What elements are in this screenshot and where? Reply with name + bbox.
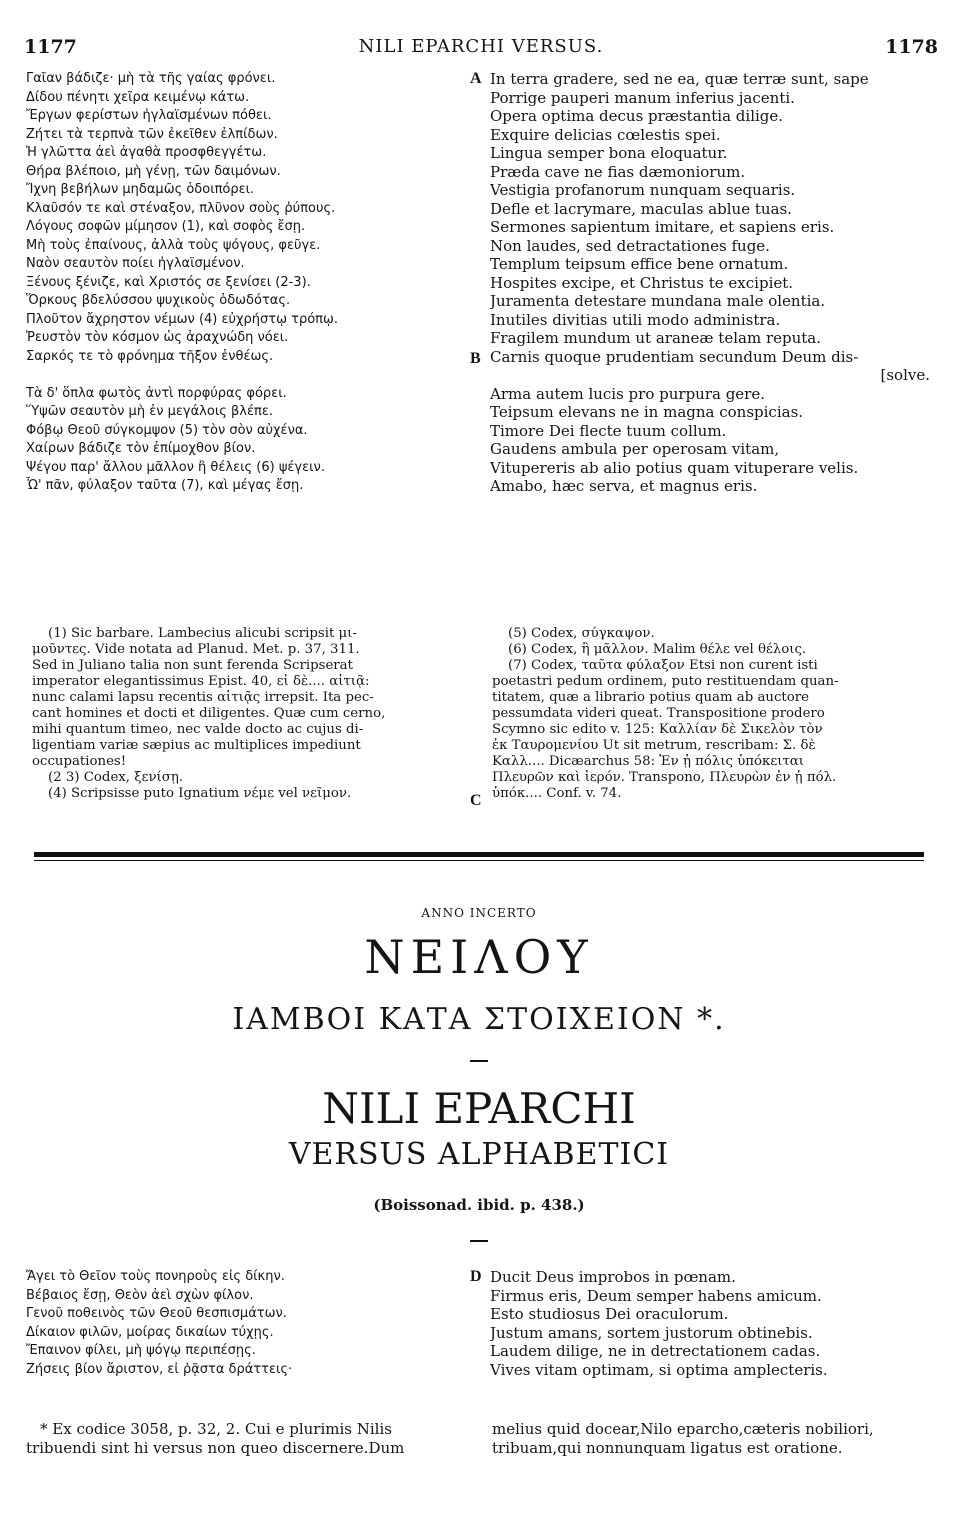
greek-verse-line: Ἡ γλῶττα ἀεὶ ἀγαθὰ προσφθεγγέτω. (26, 145, 267, 160)
note-line: Scymno sic edito v. 125: Καλλίαν δὲ Σικελὸν τὸν (492, 722, 823, 737)
latin-verse-line: Hospites excipe, et Christus te excipiet. (490, 273, 794, 292)
latin-verse-line: Ducit Deus improbos in pœnam. (490, 1268, 736, 1286)
latin-verse-line: Teipsum elevans ne in magna conspicias. (490, 403, 804, 421)
greek-verse-line: Σαρκός τε τὸ φρόνημα τῆξον ἐνθέως. (26, 348, 274, 364)
greek-verse-line: Βέβαιος ἔσῃ, Θεὸν ἀεὶ σχὼν φίλον. (26, 1287, 254, 1303)
margin-letter-c: C (470, 792, 482, 809)
footnotes-right (492, 626, 932, 802)
margin-letter-d: D (470, 1268, 482, 1285)
latin-verse-line: Esto studiosus Dei oraculorum. (490, 1305, 729, 1323)
margin-letter-b: B (470, 350, 481, 367)
latin-verse-line: Lingua semper bona eloquatur. (490, 144, 728, 162)
greek-verse-line: Μὴ τοὺς ἐπαίνους, ἀλλὰ τοὺς ψόγους, φεῦγε. (26, 237, 321, 253)
latin-verse-line: Vives vitam optimam, si optima amplecteris. (490, 1360, 828, 1379)
greek-verse-line: Ξένους ξένιζε, καὶ Χριστός σε ξενίσει (2-3). (26, 274, 311, 290)
greek-verse-line: Ψέγου παρ' ἄλλου μᾶλλον ἢ θέλεις (6) ψέγειν. (26, 459, 325, 475)
latin-verse-line: Opera optima decus præstantia dilige. (490, 107, 784, 125)
footnote-line: tribuam,qui nonnunquam ligatus est oratione. (492, 1439, 843, 1457)
latin-verse-line: Carnis quoque prudentiam secundum Deum dis- (490, 347, 859, 366)
note-line: titatem, quæ a librario potius quam ab auctore (492, 690, 809, 705)
asterisk-footnote-right (492, 1420, 932, 1458)
latin-verse-line: Firmus eris, Deum semper habens amicum. (490, 1286, 822, 1305)
latin-verse-line: Juramenta detestare mundana male olentia. (490, 292, 826, 310)
note-line: (2 3) Codex, ξενίσῃ. (48, 770, 184, 785)
note-line: Πλευρῶν καὶ ἱερόν. Transpono, Πλευρὼν ἐν ᾗ πόλ. (492, 770, 837, 785)
latin-verse-line: Inutiles divitias utili modo administra. (490, 310, 781, 329)
note-line: (1) Sic barbare. Lambecius alicubi scripsit μι- (48, 626, 357, 641)
latin-verse-line: Amabo, hæc serva, et magnus eris. (490, 477, 758, 495)
greek-subtitle: ΙΑΜΒΟΙ ΚΑΤΑ ΣΤΟΙΧΕΙΟΝ *. (232, 1002, 726, 1037)
greek-verse-line: Ζήτει τὰ τερπνὰ τῶν ἐκεῖθεν ἐλπίδων. (26, 126, 278, 142)
footnote-line: melius quid docear,Nilo eparcho,cæteris nobiliori, (492, 1420, 874, 1438)
latin-verse-line: Timore Dei flecte tuum collum. (490, 421, 727, 440)
greek-verse-line: Ῥευστὸν τὸν κόσμον ὡς ἀραχνώδη νόει. (26, 330, 289, 345)
greek-verse-line: Ἄγει τὸ Θεῖον τοὺς πονηροὺς εἰς δίκην. (26, 1269, 285, 1284)
greek-verse-line (26, 366, 466, 385)
latin-verse-line: Non laudes, sed detractationes fuge. (490, 236, 770, 255)
greek-verse-line: Δίκαιον φιλῶν, μοίρας δικαίων τύχῃς. (26, 1324, 274, 1340)
latin-verse-line: Templum teipsum effice bene ornatum. (490, 255, 789, 273)
title-dash-2 (470, 1240, 488, 1242)
page-number-left: 1177 (24, 36, 77, 58)
latin-verse-line: Justum amans, sortem justorum obtinebis. (490, 1323, 813, 1342)
latin-verse-line: Laudem dilige, ne in detrectationem cadas. (490, 1342, 821, 1360)
latin-verse-line: Sermones sapientum imitare, et sapiens eris. (490, 218, 835, 236)
footnote-line: tribuendi sint hi versus non queo discernere.Dum (26, 1439, 405, 1457)
greek-verse-line: Πλοῦτον ἄχρηστον νέμων (4) εὐχρήστῳ τρόπῳ. (26, 311, 338, 327)
greek-verse-line: Ὕψῶν σεαυτὸν μὴ ἐν μεγάλοις βλέπε. (26, 404, 273, 419)
greek-verse-line: Θήρα βλέποιο, μὴ γένῃ, τῶν δαιμόνων. (26, 163, 281, 179)
note-line: pessumdata videri queat. Transpositione prodero (492, 706, 825, 721)
latin-title: NILI EPARCHI (322, 1084, 636, 1133)
title-dash-1 (470, 1060, 488, 1062)
latin-verse-line: Præda cave ne fias dæmoniorum. (490, 162, 746, 181)
note-line: (4) Scripsisse puto Ignatium νέμε vel νεῖμον. (48, 786, 352, 801)
running-title: NILI EPARCHI VERSUS. (358, 36, 604, 57)
note-line: cant homines et docti et diligentes. Quæ cum cerno, (32, 706, 386, 721)
margin-letter-a: A (470, 70, 482, 87)
separator-rule-thin (34, 860, 924, 861)
note-line: nunc calami lapsu recentis αἰτιᾷς irrepsit. Ita pec- (32, 690, 374, 705)
note-line: Καλλ.... Dicæarchus 58: Ἐν ᾗ πόλις ὑπόκειται (492, 754, 804, 769)
asterisk-footnote-left (26, 1420, 476, 1458)
note-line: poetastri pedum ordinem, puto restituendam quan- (492, 674, 839, 689)
latin-verse-line: Defle et lacrymare, maculas ablue tuas. (490, 199, 792, 218)
latin-verses-bottom (490, 1268, 930, 1379)
greek-verse-line: Ἴχνη βεβήλων μηδαμῶς ὁδοιπόρει. (26, 182, 255, 197)
greek-verse-line: Φόβῳ Θεοῦ σύγκομψον (5) τὸν σὸν αὐχένα. (26, 422, 308, 438)
note-line: imperator elegantissimus Epist. 40, εἰ δὲ.... αἰτιᾷ: (32, 674, 370, 689)
note-line: occupationes! (32, 754, 127, 769)
greek-verses-top (26, 70, 466, 496)
latin-verses-top (490, 70, 930, 496)
note-line: Sed in Juliano talia non sunt ferenda Scripserat (32, 658, 353, 673)
page-number-right: 1178 (885, 36, 938, 58)
latin-verse-line: Porrige pauperi manum inferius jacenti. (490, 88, 795, 107)
latin-verse-line: [solve. (880, 366, 930, 384)
greek-verse-line: Ἔργων φερίστων ἠγλαϊσμένων πόθει. (26, 108, 272, 123)
greek-verse-line: Ζήσεις βίον ἄριστον, εἰ ῥᾷστα δράττεις· (26, 1361, 293, 1377)
greek-verse-line: Ὦ' πᾶν, φύλαξον ταῦτα (7), καὶ μέγας ἔσῃ. (26, 478, 304, 493)
greek-verse-line: Γαῖαν βάδιζε· μὴ τὰ τῆς γαίας φρόνει. (26, 71, 276, 86)
greek-verse-line: Λόγους σοφῶν μίμησον (1), καὶ σοφὸς ἔσῃ. (26, 219, 306, 234)
greek-title: ΝΕΙΛΟΥ (364, 930, 594, 984)
latin-verse-line: Vestigia profanorum nunquam sequaris. (490, 181, 796, 199)
latin-verse-line: Arma autem lucis pro purpura gere. (490, 384, 766, 403)
note-line: ligentiam variæ sæpius ac multiplices impediunt (32, 738, 361, 753)
note-line: (7) Codex, ταῦτα φύλαξον Etsi non curent isti (508, 658, 818, 673)
greek-verse-line: Ὅρκους βδελύσσου ψυχικοὺς ὀδωδότας. (26, 293, 291, 308)
note-line: (6) Codex, ἢ μᾶλλον. Malim θέλε vel θέλοις. (508, 642, 807, 657)
note-line: ἐκ Ταυρομενίου Ut sit metrum, rescribam: Σ. δὲ (492, 738, 816, 753)
latin-verse-line: Fragilem mundum ut araneæ telam reputa. (490, 329, 821, 347)
footnote-line: * Ex codice 3058, p. 32, 2. Cui e plurimis Nilis (40, 1420, 392, 1438)
note-line: ὑπόκ.... Conf. v. 74. (492, 786, 622, 801)
footnotes-left (32, 626, 472, 802)
latin-verse-line: In terra gradere, sed ne ea, quæ terræ sunt, sape (490, 70, 869, 88)
greek-verse-line: Δίδου πένητι χεῖρα κειμένῳ κάτω. (26, 89, 250, 105)
note-line: mihi quantum timeo, nec valde docto ac cujus di- (32, 722, 364, 737)
greek-verse-line: Ναὸν σεαυτὸν ποίει ἠγλαϊσμένον. (26, 256, 245, 271)
greek-verse-line: Γενοῦ ποθεινὸς τῶν Θεοῦ θεσπισμάτων. (26, 1306, 287, 1321)
separator-rule-thick (34, 852, 924, 857)
latin-verse-line: Gaudens ambula per operosam vitam, (490, 440, 780, 458)
greek-verse-line: Κλαῦσόν τε καὶ στέναξον, πλῦνον σοὺς ῥύπους. (26, 200, 336, 216)
note-line: μοῦντες. Vide notata ad Planud. Met. p. 37, 311. (32, 642, 360, 657)
greek-verse-line: Χαίρων βάδιζε τὸν ἐπίμοχθον βίον. (26, 441, 256, 456)
greek-verse-line: Ἔπαινον φίλει, μὴ ψόγῳ περιπέσῃς. (26, 1343, 256, 1358)
source-reference: (Boissonad. ibid. p. 438.) (373, 1196, 585, 1214)
greek-verses-bottom (26, 1268, 466, 1379)
latin-verse-line: Vitupereris ab alio potius quam vituperare velis. (490, 458, 859, 477)
note-line: (5) Codex, σύγκαψον. (508, 626, 655, 641)
anno-incerto: ANNO INCERTO (421, 906, 537, 920)
latin-verse-line: Exquire delicias cœlestis spei. (490, 125, 721, 144)
page-header (24, 36, 938, 62)
greek-verse-line: Τὰ δ' ὅπλα φωτὸς ἀντὶ πορφύρας φόρει. (26, 385, 287, 401)
latin-subtitle: VERSUS ALPHABETICI (288, 1137, 670, 1172)
